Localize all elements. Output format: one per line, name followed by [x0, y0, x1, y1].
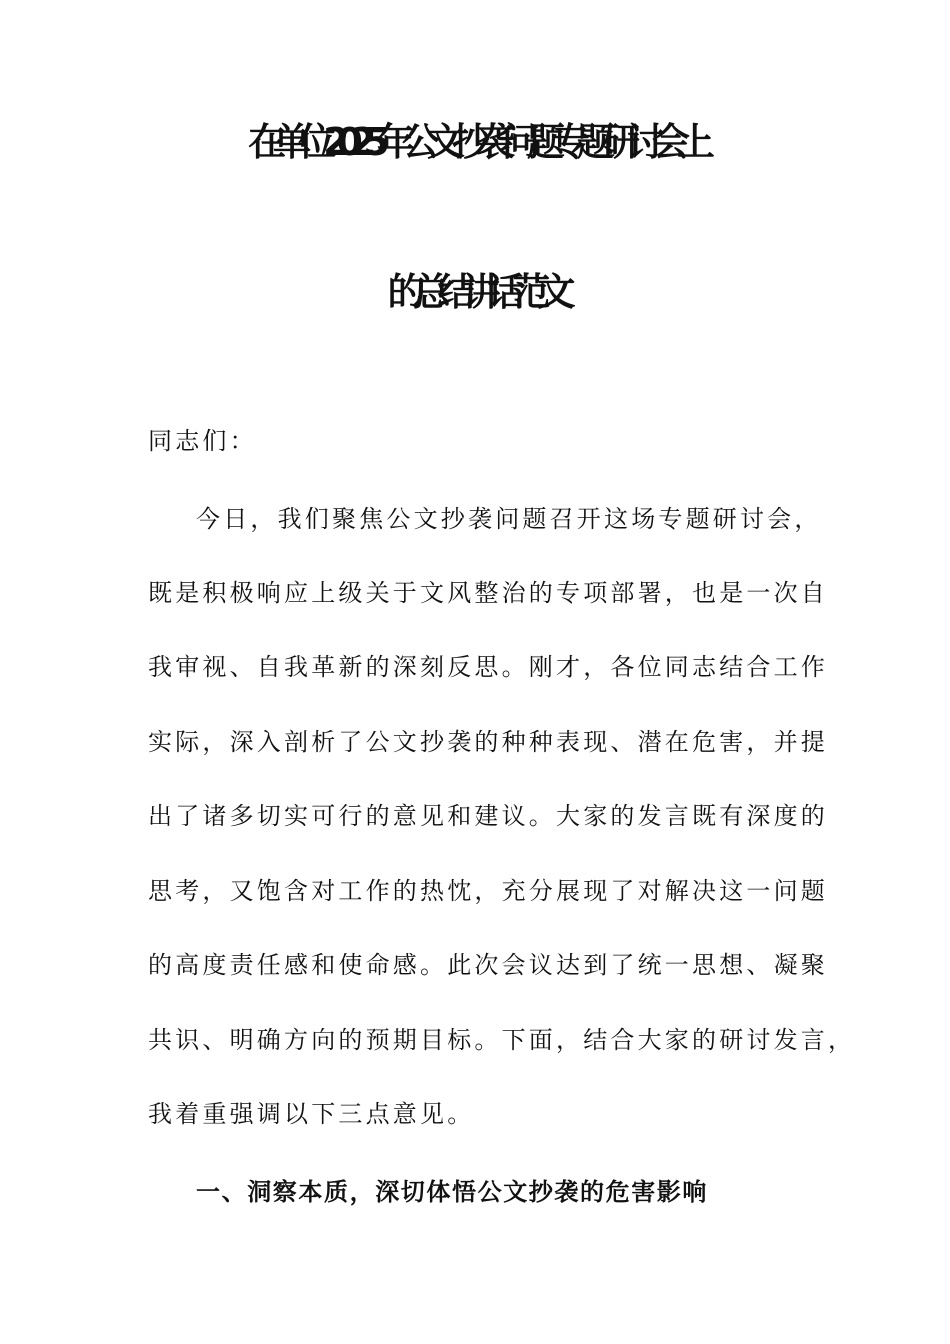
document-title-line-1: 在单位2025年公文抄袭问题专题研讨会上: [248, 120, 702, 164]
paragraph-line: 思考，又饱含对工作的热忱，充分展现了对解决这一问题: [148, 877, 828, 905]
paragraph-line: 出了诸多切实可行的意见和建议。大家的发言既有深度的: [148, 802, 828, 830]
paragraph-line: 既是积极响应上级关于文风整治的专项部署，也是一次自: [148, 579, 828, 607]
salutation: 同志们：: [148, 427, 257, 455]
section-heading: 一、洞察本质，深切体悟公文抄袭的危害影响: [196, 1177, 708, 1206]
paragraph-line: 实际，深入剖析了公文抄袭的种种表现、潜在危害，并提: [148, 728, 828, 756]
paragraph-line: 我着重强调以下三点意见。: [148, 1100, 475, 1128]
paragraph-line: 的高度责任感和使命感。此次会议达到了统一思想、凝聚: [148, 951, 828, 979]
paragraph-line: 共识、明确方向的预期目标。下面，结合大家的研讨发言，: [148, 1026, 856, 1054]
document-title-line-2: 的总结讲话范文: [387, 270, 563, 314]
paragraph-line: 我审视、自我革新的深刻反思。刚才，各位同志结合工作: [148, 653, 828, 681]
paragraph-line: 今日，我们聚焦公文抄袭问题召开这场专题研讨会，: [196, 505, 822, 533]
